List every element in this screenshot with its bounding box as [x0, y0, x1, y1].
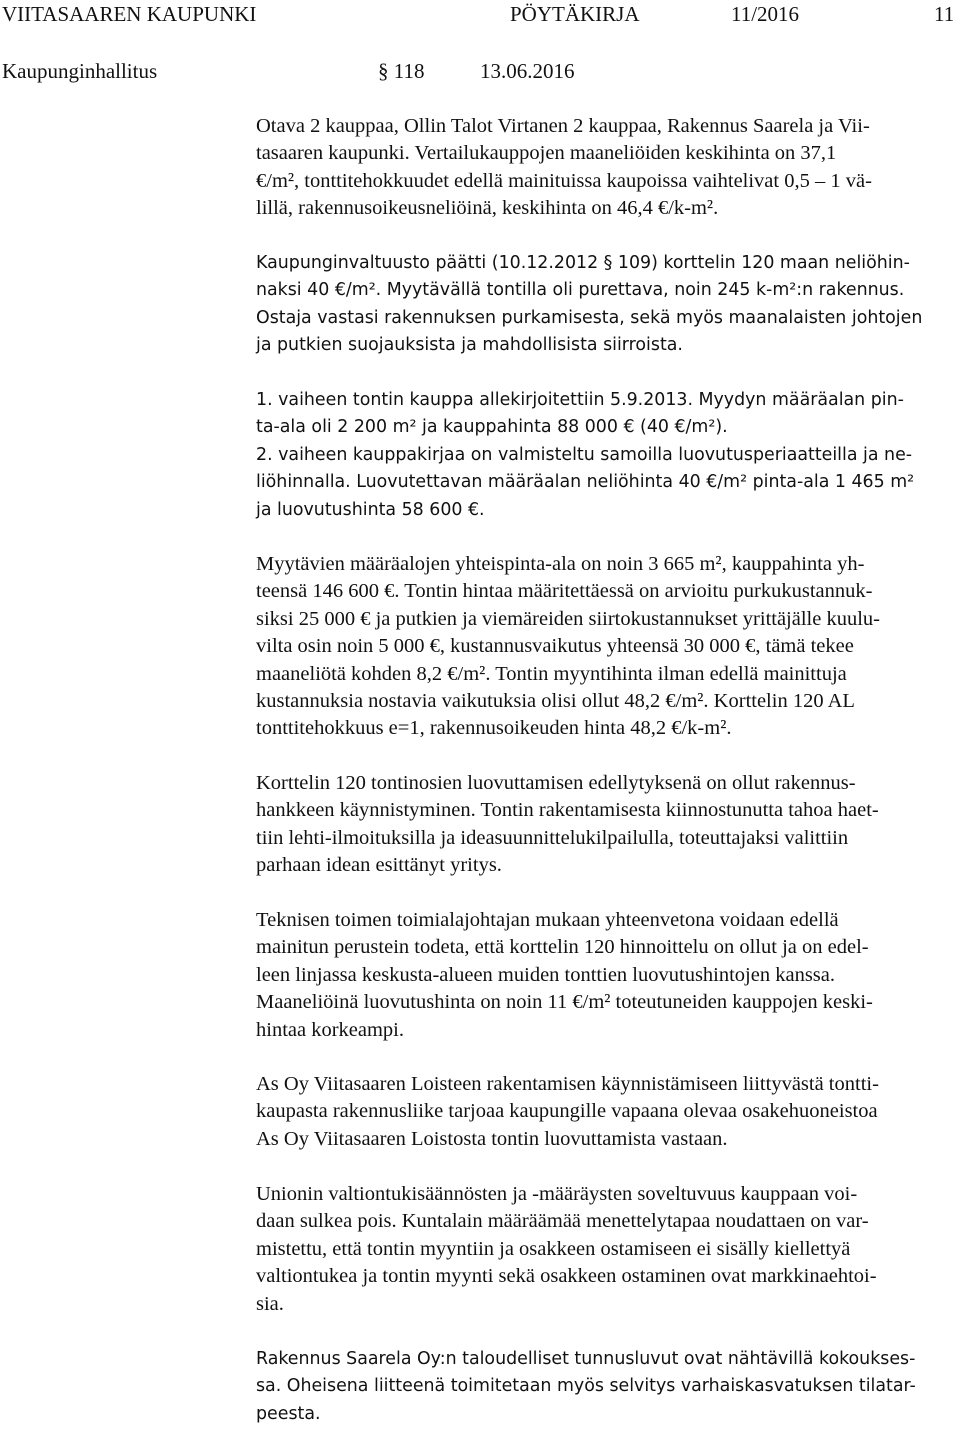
text-line: As Oy Viitasaaren Loistosta tontin luovuttamista vastaan. — [256, 1127, 728, 1150]
text-line: daan sulkea pois. Kuntalain määräämää menettelytapaa noudattaen on var- — [256, 1210, 869, 1233]
text-line: tonttitehokkuus e=1, rakennusoikeuden hinta 48,2 €/k-m². — [256, 717, 732, 740]
section-number: § 118 — [378, 59, 425, 83]
text-line: teensä 146 600 €. Tontin hintaa määritettäessä on arvioitu purkukustannuk- — [256, 580, 873, 603]
text-line: Teknisen toimen toimialajohtajan mukaan yhteenvetona voidaan edellä — [256, 909, 839, 931]
text-line: naksi 40 €/m². Myytävällä tontilla oli purettava, noin 245 k-m²:n rakennus. — [256, 280, 905, 301]
organization-name: VIITASAAREN KAUPUNKI — [2, 2, 257, 26]
text-line: siksi 25 000 € ja putkien ja viemäreiden siirtokustannukset yrittäjälle kuulu- — [256, 607, 880, 630]
document-type: PÖYTÄKIRJA — [510, 2, 640, 26]
paragraph-sale-phases — [256, 387, 956, 524]
text-line: vilta osin noin 5 000 €, kustannusvaikutus yhteensä 30 000 €, tämä tekee — [256, 635, 854, 658]
text-line: peesta. — [256, 1403, 321, 1424]
text-line: sia. — [256, 1292, 284, 1315]
text-line: tasaaren kaupunki. Vertailukauppojen maaneliöiden keskihinta on 37,1 — [256, 142, 837, 165]
text-line: hintaa korkeampi. — [256, 1018, 405, 1041]
paragraph-total-area-price — [256, 551, 956, 743]
text-line: mistettu, että tontin myyntiin ja osakkeen ostamiseen ei sisälly kiellettyä — [256, 1237, 851, 1260]
paragraph-financials — [256, 1346, 956, 1428]
meeting-date: 13.06.2016 — [480, 59, 575, 83]
text-line: sa. Oheisena liitteenä toimitetaan myös selvitys varhaiskasvatuksen tilatar- — [256, 1376, 916, 1397]
text-line: hankkeen käynnistyminen. Tontin rakentamisesta kiinnostunutta tahoa haet- — [256, 799, 879, 822]
text-line: Otava 2 kauppaa, Ollin Talot Virtanen 2 kauppaa, Rakennus Saarela ja Vii- — [256, 115, 870, 137]
text-line: ja putkien suojauksista ja mahdollisista siirroista. — [256, 335, 683, 356]
text-line: ja luovutushinta 58 600 €. — [256, 499, 485, 520]
text-line: valtiontukea ja tontin myynti sekä osakkeen ostaminen ovat markkinaehtoi- — [256, 1265, 877, 1288]
paragraph-housing-company — [256, 1071, 956, 1153]
text-line: Korttelin 120 tontinosien luovuttamisen edellytyksenä on ollut rakennus- — [256, 772, 856, 794]
page-number: 11 — [934, 2, 955, 26]
text-line: tiin lehti-ilmoituksilla ja ideasuunnittelukilpailulla, toteuttajaksi valittiin — [256, 826, 849, 849]
text-line: Kaupunginvaltuusto päätti (10.12.2012 § 109) korttelin 120 maan neliöhin- — [256, 253, 910, 273]
paragraph-technical-summary — [256, 907, 956, 1044]
paragraph-project-start — [256, 770, 956, 880]
meeting-body: Kaupunginhallitus — [2, 59, 158, 83]
paragraph-comparison-prices — [256, 113, 956, 223]
text-line: As Oy Viitasaaren Loisteen rakentamisen käynnistämiseen liittyvästä tontti- — [256, 1073, 879, 1095]
text-line: mainitun perustein todeta, että korttelin 120 hinnoittelu on ollut ja on edel- — [256, 936, 869, 959]
paragraph-council-decision — [256, 250, 956, 360]
text-line: leen linjassa keskusta-alueen muiden tonttien luovutushintojen kanssa. — [256, 963, 836, 986]
text-line: Maaneliöinä luovutushinta on noin 11 €/m² toteutuneiden kauppojen keski- — [256, 991, 873, 1014]
text-line: parhaan idean esittänyt yritys. — [256, 854, 502, 877]
text-line: Ostaja vastasi rakennuksen purkamisesta, sekä myös maanalaisten johtojen — [256, 307, 923, 328]
text-line: €/m², tonttitehokkuudet edellä mainituissa kaupoissa vaihtelivat 0,5 – 1 vä- — [256, 169, 872, 192]
text-line: Myytävien määräalojen yhteispinta-ala on noin 3 665 m², kauppahinta yh- — [256, 553, 865, 575]
text-line: liöhinnalla. Luovutettavan määräalan neliöhinta 40 €/m² pinta-ala 1 465 m² — [256, 472, 915, 493]
text-line: 1. vaiheen tontin kauppa allekirjoitettiin 5.9.2013. Myydyn määräalan pin- — [256, 390, 904, 410]
text-line: lillä, rakennusoikeusneliöinä, keskihinta on 46,4 €/k-m². — [256, 197, 719, 220]
document-number: 11/2016 — [731, 2, 800, 26]
text-line: Rakennus Saarela Oy:n taloudelliset tunnusluvut ovat nähtävillä kokoukses- — [256, 1349, 916, 1369]
text-line: maaneliötä kohden 8,2 €/m². Tontin myyntihinta ilman edellä mainittuja — [256, 662, 847, 685]
text-line: Unionin valtiontukisäännösten ja -määräysten soveltuvuus kauppaan voi- — [256, 1183, 858, 1205]
paragraph-state-aid — [256, 1181, 956, 1318]
text-line: 2. vaiheen kauppakirjaa on valmisteltu samoilla luovutusperiaatteilla ja ne- — [256, 444, 913, 465]
text-line: kustannuksia nostavia vaikutuksia olisi ollut 48,2 €/m². Korttelin 120 AL — [256, 690, 855, 713]
text-line: kaupasta rakennusliike tarjoaa kaupungille vapaana olevaa osakehuoneistoa — [256, 1100, 878, 1123]
text-line: ta-ala oli 2 200 m² ja kauppahinta 88 000 € (40 €/m²). — [256, 417, 728, 438]
